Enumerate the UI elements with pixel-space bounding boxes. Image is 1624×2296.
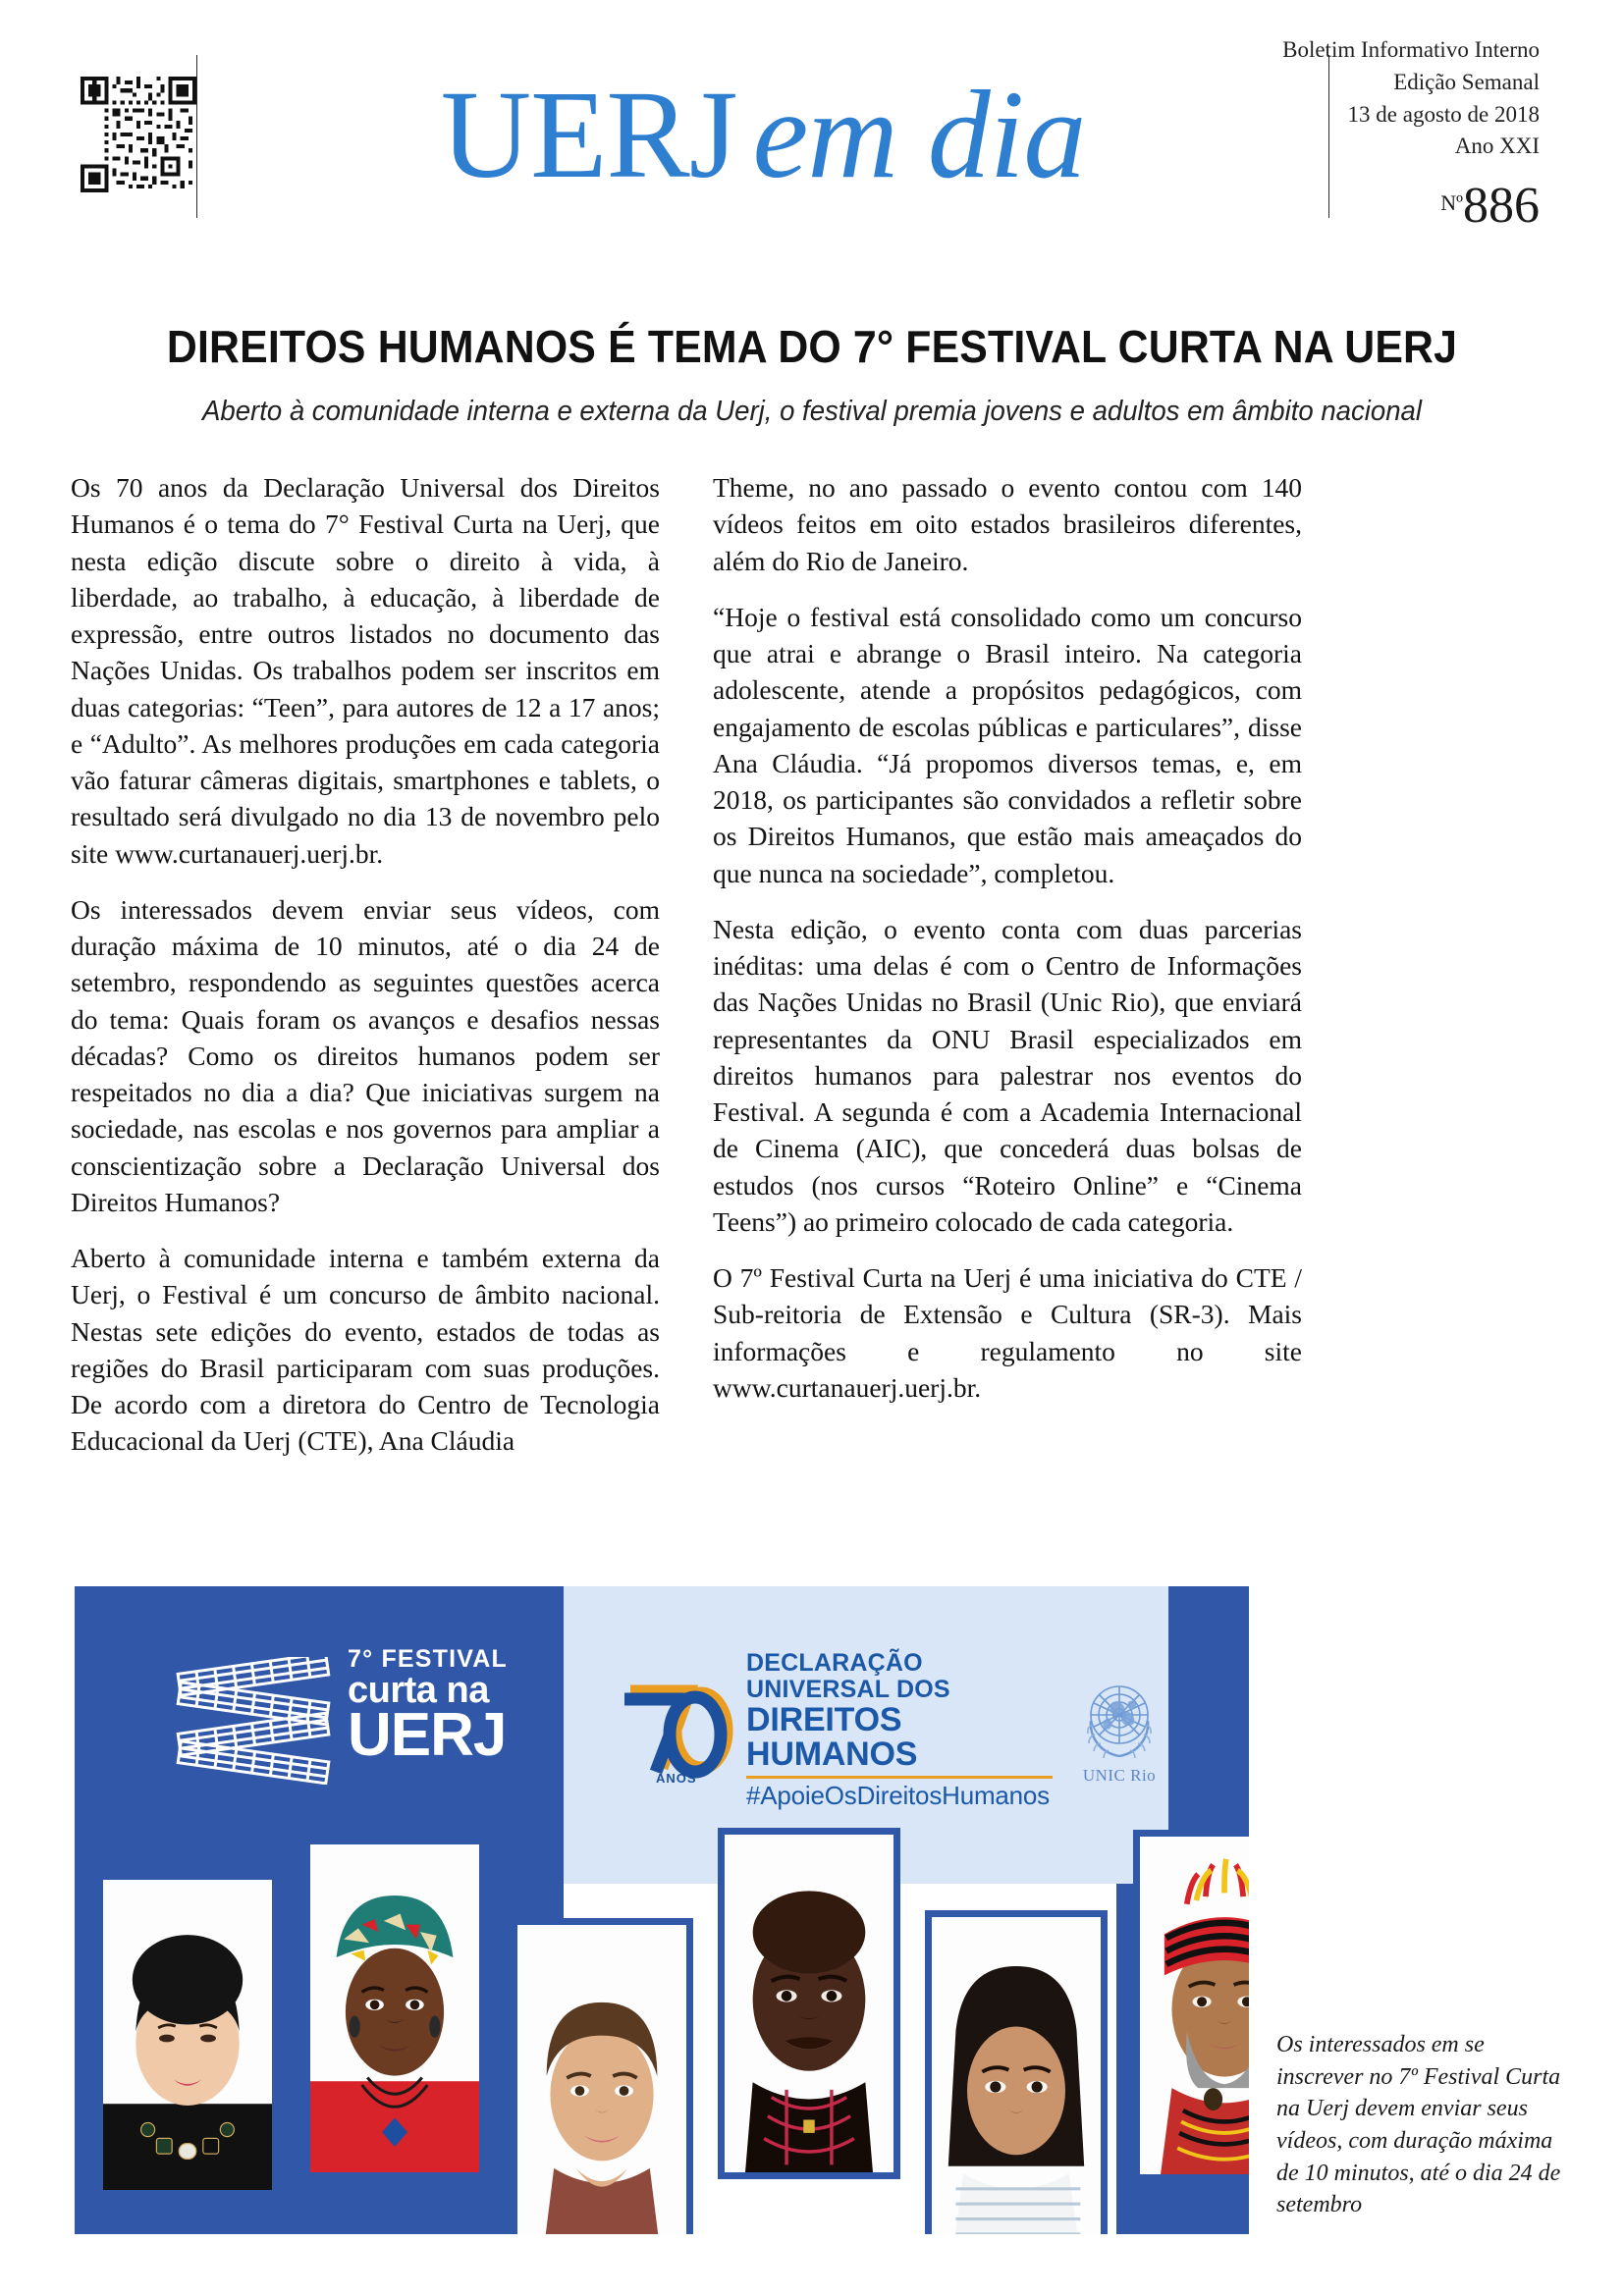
seventy-years-logo [621,1678,736,1786]
article-column-right [713,469,1302,1460]
un-declaration-text [746,1650,1053,1809]
logo-uerj: UERJ [440,65,737,204]
united-nations-emblem-icon [1068,1674,1170,1764]
un70-banner [621,1648,1170,1811]
festival-name-line: curta na [348,1670,489,1711]
portrait-panel [925,1910,1108,2234]
portrait-panel [511,1918,693,2234]
qr-code-icon [81,77,196,192]
festival-logo [165,1647,538,1792]
paragraph: Nesta edição, o evento conta com duas parcerias inéditas: uma delas é com o Centro de Informações das Nações Unidas no Brasil (Unic Rio), que enviará representantes da ONU Brasil especializados em direitos humanos para palestrar nos eventos do Festival. A segunda é com a Academia Internacional de Cinema (AIC), que concederá duas bolsas de estudos (nos cursos “Roteiro Online” e “Cinema Teens”) ao primeiro colocado de cada categoria. [713,913,1302,1237]
issue-info [1282,37,1624,234]
issue-number-value: 886 [1463,177,1540,234]
paragraph: Os 70 anos da Declaração Universal dos Direitos Humanos é o tema do 7° Festival Curta na Uerj, que nesta edição discute sobre o direito à vida, à liberdade, ao trabalho, à educação, à liberdade de expressão, entre outros listados no documento das Nações Unidas. Os trabalhos podem ser inscritos em duas categorias: “Teen”, para autores de 12 a 17 anos; e “Adulto”. As melhores produções em cada categoria vão faturar câmeras digitais, smartphones e tablets, o resultado será divulgado no dia 13 de novembro pelo site www.curtanauerj.uerj.br. [71,472,660,869]
un-declaration-line2: DIREITOS HUMANOS [746,1700,918,1774]
masthead [0,37,1624,234]
portrait-panel [718,1828,900,2179]
portrait-panel [96,1873,279,2197]
festival-logo-text [348,1645,509,1769]
festival-poster-image [75,1586,1249,2234]
page-title: DIREITOS HUMANOS É TEMA DO 7° FESTIVAL CURTA NA UERJ [166,321,1458,372]
paragraph: Theme, no ano passado o evento contou com 140 vídeos feitos em oito estados brasileiros diferentes, além do Rio de Janeiro. [713,472,1302,576]
portrait-photo-2 [310,1844,479,2172]
festival-uerj-word: UERJ [348,1700,507,1769]
logo-em-dia: em dia [752,65,1086,204]
publication-date: 13 de agosto de 2018 [1347,101,1540,127]
un-hashtag: #ApoieOsDireitosHumanos [746,1781,1050,1811]
festival-edition-label: 7° FESTIVAL [348,1645,509,1673]
portrait-photo-6 [1140,1837,1249,2174]
portrait-panel [1133,1830,1249,2181]
un-divider-rule [746,1776,1053,1779]
anos-label: ANOS [656,1771,697,1786]
paragraph: “Hoje o festival está consolidado como um concurso que atrai e abrange o Brasil inteiro. Na categoria adolescente, atende a propósitos pedagógicos, com engajamento de escolas públicas e particulares”, disse Ana Cláudia. “Já propomos diversos temas, e, em 2018, os participantes são convidados a refletir sobre os Direitos Humanos, que estão mais ameaçados do que nunca na sociedade”, completou. [713,601,1302,888]
qr-code-container [0,47,196,222]
un-emblem-block [1068,1674,1170,1786]
portrait-girl-latina-image [932,1917,1101,2234]
portrait-boy-teen-image [517,1925,686,2234]
portrait-photo-1 [103,1880,272,2190]
year-roman: Ano XXI [1454,133,1540,159]
portrait-woman-african-headwrap-image [310,1844,479,2172]
portrait-photo-3 [517,1925,686,2234]
paragraph: O 7º Festival Curta na Uerj é uma iniciativa do CTE / Sub-reitoria de Extensão e Cultura (SR-3). Mais informações e regulamento no site www.curtanauerj.uerj.br. [713,1262,1302,1403]
portrait-woman-asian-image [103,1880,272,2190]
qr-code[interactable] [81,77,196,192]
portrait-panel [303,1838,486,2179]
portrait-man-african-elder-image [725,1835,893,2172]
unic-rio-label: UNIC Rio [1082,1766,1157,1785]
publication-logo [197,47,1328,222]
article-column-left [71,469,660,1460]
image-caption: Os interessados em se inscrever no 7º Festival Curta na Uerj devem enviar seus vídeos, com duração máxima de 10 minutos, até o dia 24 de setembro [1276,2032,1561,2218]
filmstrip-icon [165,1657,342,1785]
issue-number-block [1440,177,1540,235]
portrait-man-indigenous-headdress-image [1140,1837,1249,2174]
issue-number-prefix: Nº [1440,189,1463,215]
seventy-logo-icon [621,1678,736,1780]
portrait-photo-4 [725,1835,893,2172]
portrait-photo-5 [932,1917,1101,2234]
paragraph: Aberto à comunidade interna e também externa da Uerj, o Festival é um concurso de âmbito nacional. Nestas sete edições do evento, estados de todas as regiões do Brasil participaram com suas produções. De acordo com a diretora do Centro de Tecnologia Educacional da Uerj (CTE), Ana Cláudia [71,1243,660,1457]
edition-frequency: Edição Semanal [1393,69,1540,94]
bulletin-type: Boletim Informativo Interno [1282,37,1540,63]
page-subtitle: Aberto à comunidade interna e externa da Uerj, o festival premia jovens e adultos em âmbito nacional [201,396,1422,427]
un-declaration-line1: DECLARAÇÃO UNIVERSAL DOS [746,1648,950,1703]
article-body [71,469,1555,1460]
paragraph: Os interessados devem enviar seus vídeos, com duração máxima de 10 minutos, até o dia 24 de setembro, respondendo as seguintes questões acerca do tema: Quais foram os avanços e desafios nessas décadas? Como os direitos humanos podem ser respeitados no dia a dia? Que iniciativas surgem na sociedade, nas escolas e nos governos para ampliar a conscientização sobre a Declaração Universal dos Direitos Humanos? [71,893,660,1217]
